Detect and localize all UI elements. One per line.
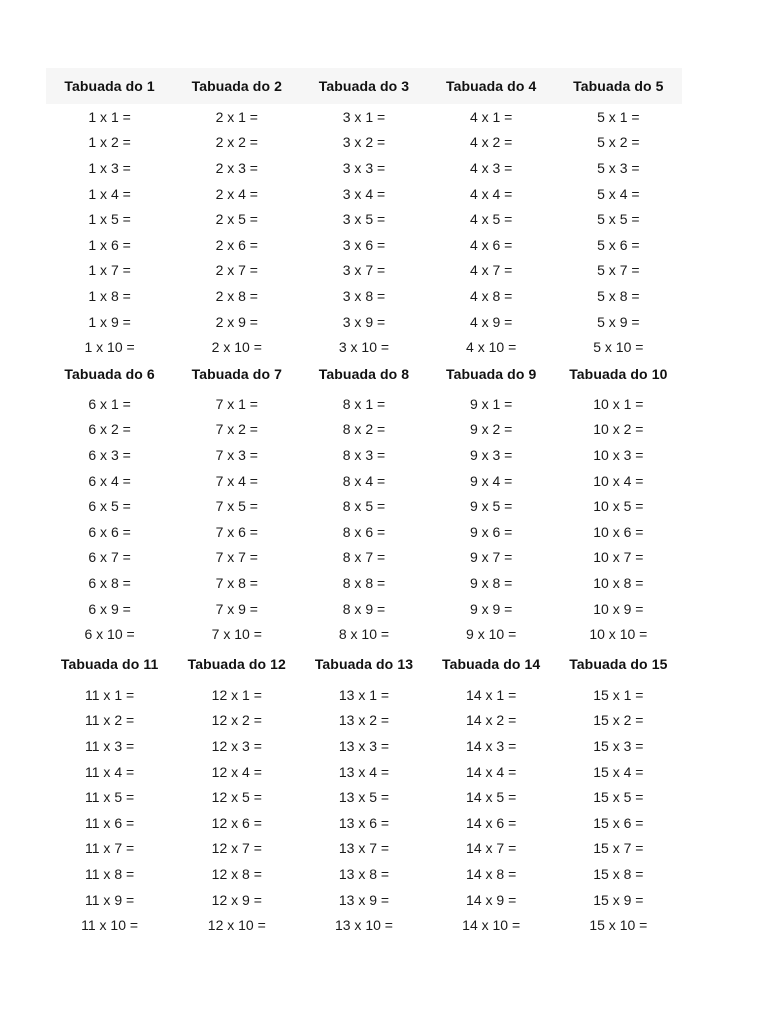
table-row — [46, 155, 682, 181]
multiplication-cell: 15 x 5 = — [593, 789, 644, 806]
multiplication-cell: 1 x 2 = — [88, 134, 131, 151]
multiplication-cell: 7 x 6 = — [215, 523, 258, 540]
multiplication-cell: 2 x 9 = — [215, 313, 258, 330]
table-row — [46, 493, 682, 519]
table-row — [46, 545, 682, 571]
table-row — [46, 596, 682, 622]
table-rows — [46, 676, 682, 938]
multiplication-cell: 3 x 2 = — [342, 134, 386, 151]
multiplication-tables-sheet — [46, 68, 682, 942]
multiplication-cell: 5 x 10 = — [593, 339, 644, 356]
multiplication-cell: 11 x 2 = — [85, 712, 135, 729]
table-row — [46, 570, 682, 596]
table-header-row — [46, 362, 682, 386]
multiplication-cell: 7 x 5 = — [215, 498, 258, 515]
multiplication-cell: 8 x 8 = — [342, 574, 386, 591]
multiplication-cell: 4 x 7 = — [469, 262, 513, 279]
multiplication-cell: 1 x 4 = — [88, 185, 131, 202]
multiplication-cell: 11 x 8 = — [85, 865, 135, 882]
table-header-row — [46, 68, 682, 104]
multiplication-cell: 9 x 1 = — [469, 395, 513, 412]
multiplication-cell: 15 x 7 = — [593, 840, 644, 857]
multiplication-cell: 3 x 7 = — [342, 262, 386, 279]
multiplication-cell: 5 x 2 = — [597, 134, 640, 151]
table-row — [46, 206, 682, 232]
multiplication-cell: 8 x 2 = — [342, 421, 386, 438]
multiplication-cell: 13 x 6 = — [338, 814, 390, 831]
multiplication-cell: 9 x 10 = — [466, 626, 517, 643]
multiplication-cell: 5 x 1 = — [597, 108, 640, 125]
multiplication-cell: 7 x 7 = — [215, 549, 258, 566]
multiplication-cell: 6 x 1 = — [88, 395, 131, 412]
multiplication-cell: 7 x 2 = — [215, 421, 258, 438]
multiplication-cell: 12 x 9 = — [211, 891, 262, 908]
multiplication-cell: 8 x 3 = — [342, 446, 386, 463]
multiplication-cell: 2 x 2 = — [215, 134, 258, 151]
multiplication-cell: 12 x 10 = — [207, 917, 266, 934]
multiplication-cell: 9 x 4 = — [469, 472, 513, 489]
table-row — [46, 810, 682, 836]
multiplication-cell: 12 x 3 = — [211, 737, 262, 754]
multiplication-cell: 11 x 9 = — [85, 891, 135, 908]
multiplication-cell: 1 x 3 = — [88, 159, 131, 176]
table-header: Tabuada do 14 — [442, 656, 541, 672]
table-header: Tabuada do 15 — [569, 656, 668, 672]
table-row — [46, 334, 682, 360]
multiplication-cell: 6 x 3 = — [88, 446, 131, 463]
table-header: Tabuada do 8 — [318, 366, 410, 382]
multiplication-cell: 8 x 10 = — [338, 626, 390, 643]
multiplication-cell: 15 x 6 = — [593, 814, 644, 831]
multiplication-cell: 11 x 4 = — [85, 763, 135, 780]
multiplication-cell: 6 x 10 = — [84, 626, 135, 643]
table-row — [46, 708, 682, 734]
table-row — [46, 417, 682, 443]
multiplication-cell: 11 x 1 = — [85, 686, 135, 703]
multiplication-cell: 3 x 3 = — [342, 159, 386, 176]
multiplication-cell: 14 x 7 = — [466, 840, 517, 857]
multiplication-cell: 10 x 1 = — [593, 395, 644, 412]
multiplication-cell: 5 x 6 = — [597, 236, 640, 253]
table-header: Tabuada do 4 — [445, 78, 537, 94]
table-row — [46, 759, 682, 785]
multiplication-cell: 7 x 3 = — [215, 446, 258, 463]
multiplication-cell: 5 x 3 = — [597, 159, 640, 176]
table-header: Tabuada do 13 — [314, 656, 414, 672]
multiplication-cell: 7 x 10 = — [211, 626, 262, 643]
multiplication-cell: 2 x 8 = — [215, 287, 258, 304]
multiplication-cell: 8 x 1 = — [342, 395, 386, 412]
table-row — [46, 104, 682, 130]
multiplication-cell: 2 x 5 = — [215, 211, 258, 228]
multiplication-cell: 4 x 5 = — [469, 211, 513, 228]
table-row — [46, 836, 682, 862]
multiplication-cell: 12 x 8 = — [211, 865, 262, 882]
table-row — [46, 283, 682, 309]
table-header: Tabuada do 5 — [573, 78, 664, 94]
multiplication-cell: 12 x 4 = — [211, 763, 262, 780]
multiplication-cell: 15 x 2 = — [593, 712, 644, 729]
multiplication-cell: 9 x 7 = — [469, 549, 513, 566]
multiplication-cell: 4 x 9 = — [469, 313, 513, 330]
multiplication-cell: 3 x 8 = — [342, 287, 386, 304]
multiplication-cell: 13 x 5 = — [338, 789, 390, 806]
multiplication-cell: 8 x 6 = — [342, 523, 386, 540]
multiplication-cell: 14 x 5 = — [466, 789, 517, 806]
table-row — [46, 784, 682, 810]
multiplication-cell: 5 x 9 = — [597, 313, 640, 330]
multiplication-cell: 9 x 5 = — [469, 498, 513, 515]
multiplication-cell: 10 x 5 = — [593, 498, 644, 515]
multiplication-cell: 6 x 6 = — [88, 523, 131, 540]
multiplication-cell: 5 x 7 = — [597, 262, 640, 279]
multiplication-cell: 10 x 9 = — [593, 600, 644, 617]
multiplication-cell: 11 x 3 = — [85, 737, 135, 754]
multiplication-cell: 9 x 6 = — [469, 523, 513, 540]
multiplication-cell: 5 x 4 = — [597, 185, 640, 202]
multiplication-cell: 14 x 1 = — [466, 686, 517, 703]
multiplication-cell: 13 x 7 = — [338, 840, 390, 857]
table-header: Tabuada do 2 — [191, 78, 282, 94]
multiplication-cell: 1 x 7 = — [88, 262, 131, 279]
multiplication-cell: 4 x 10 = — [466, 339, 517, 356]
multiplication-cell: 13 x 9 = — [338, 891, 390, 908]
multiplication-cell: 10 x 2 = — [593, 421, 644, 438]
table-row — [46, 181, 682, 207]
multiplication-cell: 6 x 9 = — [88, 600, 131, 617]
multiplication-cell: 4 x 6 = — [469, 236, 513, 253]
multiplication-cell: 11 x 10 = — [81, 917, 139, 934]
multiplication-cell: 5 x 5 = — [597, 211, 640, 228]
multiplication-cell: 2 x 7 = — [215, 262, 258, 279]
table-row — [46, 468, 682, 494]
table-row — [46, 733, 682, 759]
multiplication-cell: 13 x 10 = — [334, 917, 393, 934]
multiplication-cell: 11 x 7 = — [85, 840, 135, 857]
multiplication-cell: 1 x 1 = — [88, 108, 131, 125]
multiplication-cell: 1 x 5 = — [88, 211, 131, 228]
table-rows — [46, 386, 682, 647]
table-row — [46, 861, 682, 887]
multiplication-cell: 10 x 4 = — [593, 472, 644, 489]
multiplication-cell: 11 x 6 = — [85, 814, 135, 831]
multiplication-cell: 13 x 2 = — [338, 712, 390, 729]
multiplication-cell: 12 x 2 = — [211, 712, 262, 729]
multiplication-cell: 6 x 5 = — [88, 498, 131, 515]
table-header: Tabuada do 9 — [445, 366, 537, 382]
multiplication-cell: 12 x 6 = — [211, 814, 262, 831]
table-header: Tabuada do 7 — [191, 366, 282, 382]
multiplication-cell: 14 x 8 = — [466, 865, 517, 882]
multiplication-cell: 15 x 1 = — [593, 686, 644, 703]
table-rows — [46, 104, 682, 360]
multiplication-cell: 13 x 4 = — [338, 763, 390, 780]
multiplication-cell: 2 x 6 = — [215, 236, 258, 253]
multiplication-cell: 4 x 1 = — [469, 108, 513, 125]
multiplication-cell: 10 x 8 = — [593, 574, 644, 591]
table-row — [46, 887, 682, 913]
multiplication-cell: 9 x 2 = — [469, 421, 513, 438]
table-header: Tabuada do 6 — [64, 366, 155, 382]
multiplication-cell: 14 x 6 = — [466, 814, 517, 831]
multiplication-cell: 9 x 3 = — [469, 446, 513, 463]
multiplication-cell: 7 x 1 = — [215, 395, 258, 412]
multiplication-cell: 7 x 8 = — [215, 574, 258, 591]
table-block-6-to-10 — [46, 362, 682, 652]
table-header: Tabuada do 12 — [187, 656, 286, 672]
multiplication-cell: 3 x 5 = — [342, 211, 386, 228]
multiplication-cell: 8 x 7 = — [342, 549, 386, 566]
multiplication-cell: 2 x 10 = — [211, 339, 262, 356]
multiplication-cell: 15 x 3 = — [593, 737, 644, 754]
multiplication-cell: 4 x 8 = — [469, 287, 513, 304]
table-row — [46, 232, 682, 258]
multiplication-cell: 13 x 8 = — [338, 865, 390, 882]
multiplication-cell: 3 x 6 = — [342, 236, 386, 253]
multiplication-cell: 12 x 1 = — [211, 686, 262, 703]
table-row — [46, 130, 682, 156]
multiplication-cell: 6 x 2 = — [88, 421, 131, 438]
multiplication-cell: 3 x 1 = — [342, 108, 386, 125]
multiplication-cell: 15 x 9 = — [593, 891, 644, 908]
multiplication-cell: 10 x 6 = — [593, 523, 644, 540]
table-row — [46, 912, 682, 938]
table-block-1-to-5 — [46, 68, 682, 362]
multiplication-cell: 6 x 7 = — [88, 549, 131, 566]
multiplication-cell: 9 x 9 = — [469, 600, 513, 617]
multiplication-cell: 2 x 3 = — [215, 159, 258, 176]
multiplication-cell: 1 x 9 = — [88, 313, 131, 330]
multiplication-cell: 14 x 4 = — [466, 763, 517, 780]
multiplication-cell: 7 x 4 = — [215, 472, 258, 489]
multiplication-cell: 11 x 5 = — [85, 789, 135, 806]
multiplication-cell: 14 x 10 = — [462, 917, 521, 934]
multiplication-cell: 1 x 8 = — [88, 287, 131, 304]
multiplication-cell: 10 x 3 = — [593, 446, 644, 463]
multiplication-cell: 15 x 8 = — [593, 865, 644, 882]
multiplication-cell: 8 x 5 = — [342, 498, 386, 515]
multiplication-cell: 2 x 1 = — [215, 108, 258, 125]
multiplication-cell: 1 x 10 = — [84, 339, 135, 356]
multiplication-cell: 10 x 7 = — [593, 549, 644, 566]
multiplication-cell: 12 x 5 = — [211, 789, 262, 806]
multiplication-cell: 10 x 10 = — [589, 626, 648, 643]
multiplication-cell: 6 x 4 = — [88, 472, 131, 489]
multiplication-cell: 2 x 4 = — [215, 185, 258, 202]
multiplication-cell: 15 x 10 = — [589, 917, 648, 934]
multiplication-cell: 9 x 8 = — [469, 574, 513, 591]
multiplication-cell: 14 x 3 = — [466, 737, 517, 754]
multiplication-cell: 3 x 4 = — [342, 185, 386, 202]
multiplication-cell: 4 x 4 = — [469, 185, 513, 202]
table-row — [46, 442, 682, 468]
table-row — [46, 519, 682, 545]
multiplication-cell: 4 x 3 = — [469, 159, 513, 176]
multiplication-cell: 1 x 6 = — [88, 236, 131, 253]
table-header: Tabuada do 1 — [64, 78, 155, 94]
multiplication-cell: 3 x 10 = — [338, 339, 390, 356]
table-header-row — [46, 652, 682, 676]
multiplication-cell: 5 x 8 = — [597, 287, 640, 304]
table-row — [46, 309, 682, 335]
table-row — [46, 258, 682, 284]
table-block-11-to-15 — [46, 652, 682, 942]
multiplication-cell: 7 x 9 = — [215, 600, 258, 617]
multiplication-cell: 14 x 9 = — [466, 891, 517, 908]
multiplication-cell: 8 x 4 = — [342, 472, 386, 489]
multiplication-cell: 13 x 3 = — [338, 737, 390, 754]
multiplication-cell: 6 x 8 = — [88, 574, 131, 591]
table-header: Tabuada do 10 — [569, 366, 668, 382]
multiplication-cell: 13 x 1 = — [338, 686, 390, 703]
table-header: Tabuada do 3 — [318, 78, 410, 94]
table-row — [46, 682, 682, 708]
table-row — [46, 621, 682, 647]
multiplication-cell: 12 x 7 = — [211, 840, 262, 857]
multiplication-cell: 15 x 4 = — [593, 763, 644, 780]
multiplication-cell: 3 x 9 = — [342, 313, 386, 330]
table-header: Tabuada do 11 — [60, 656, 159, 672]
multiplication-cell: 8 x 9 = — [342, 600, 386, 617]
multiplication-cell: 4 x 2 = — [469, 134, 513, 151]
table-row — [46, 391, 682, 417]
multiplication-cell: 14 x 2 = — [466, 712, 517, 729]
